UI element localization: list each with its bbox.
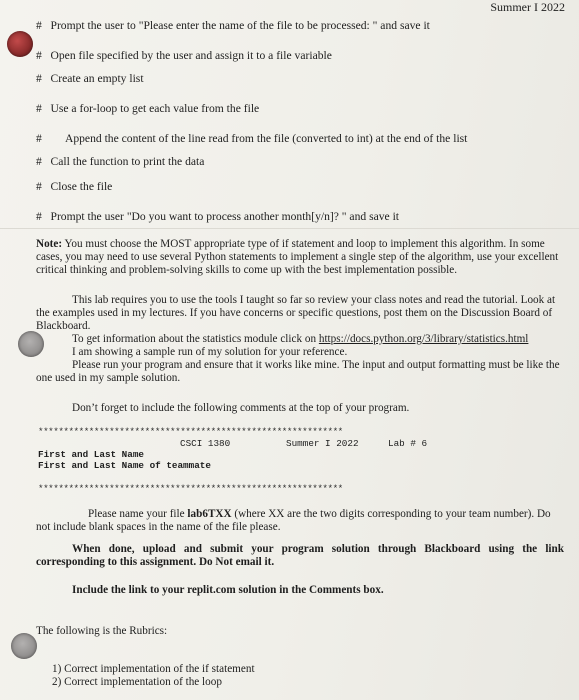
step-text: Append the content of the line read from the file (converted to int) at the end of the list [64, 132, 468, 145]
rubric-item: 1) Correct implementation of the if statement [52, 663, 255, 675]
naming-suffix: (where XX are the two digits corresponding to your team number). Do not include blank spaces in the name of the file please. [36, 508, 551, 533]
algorithm-step [36, 180, 112, 194]
naming-paragraph [36, 508, 564, 534]
stats-info-line [72, 333, 562, 346]
term-header: Summer I 2022 [490, 0, 565, 14]
binder-hole [11, 633, 37, 659]
algorithm-step [36, 102, 259, 116]
note-label: Note: [36, 238, 63, 250]
rubrics-heading: The following is the Rubrics: [36, 625, 168, 637]
naming-filename: lab6TXX [187, 508, 232, 520]
note-text: You must choose the MOST appropriate type of if statement and loop to implement this algorithm. In some cases, you may need to use several Python statements to implement a single step of the algorithm, use your excellent critical thinking and problem-solving skills to come up with the best implementation possible. [36, 238, 559, 276]
comment-course: CSCI 1380 [180, 438, 231, 449]
algorithm-step [36, 49, 332, 63]
naming-prefix: Please name your file [88, 508, 188, 520]
comment-lab: Lab # 6 [388, 438, 428, 449]
algorithm-step [36, 19, 430, 33]
comment-border-top: ************************************************************ [38, 426, 343, 437]
algorithm-step [36, 72, 144, 86]
comment-name-line: First and Last Name [38, 449, 145, 460]
step-text: Close the file [50, 180, 113, 193]
algorithm-step [36, 132, 467, 146]
comment-term: Summer I 2022 [286, 438, 359, 449]
step-text: Prompt the user "Do you want to process another month[y/n]? " and save it [50, 210, 400, 223]
stats-info-prefix: To get information about the statistics module click on [72, 333, 319, 345]
lab-intro-paragraph: This lab requires you to use the tools I taught so far so review your class notes and read the tutorial. Look at the examples used in my lectures. If you have concerns or specific questions, post them on the Discussion Board of Blackboard. [36, 294, 556, 332]
sample-run-line: I am showing a sample run of my solution for your reference. [72, 346, 348, 358]
step-marker: # [36, 49, 42, 62]
step-text: Prompt the user to "Please enter the name of the file to be processed: " and save it [50, 19, 430, 32]
step-text: Open file specified by the user and assign it to a file variable [50, 49, 332, 62]
algorithm-step [36, 155, 204, 169]
step-marker: # [36, 19, 42, 32]
submit-paragraph: When done, upload and submit your program solution through Blackboard using the link corresponding to this assignment. Do Not email it. [36, 543, 564, 568]
rubrics-list [52, 663, 255, 689]
binder-hole [18, 331, 44, 357]
binder-hole [7, 31, 33, 57]
statistics-docs-link[interactable]: https://docs.python.org/3/library/statistics.html [318, 333, 529, 345]
step-marker: # [36, 132, 42, 145]
replit-instruction: Include the link to your replit.com solution in the Comments box. [72, 584, 384, 596]
step-marker: # [36, 102, 42, 115]
run-program-paragraph: Please run your program and ensure that it works like mine. The input and output formatting must be like the one used in my sample solution. [36, 359, 560, 384]
step-marker: # [36, 210, 42, 223]
comments-instruction: Don’t forget to include the following comments at the top of your program. [72, 402, 410, 414]
step-text: Call the function to print the data [50, 155, 205, 168]
step-text: Create an empty list [50, 72, 144, 85]
paper-fold-line [0, 228, 579, 229]
step-text: Use a for-loop to get each value from the file [50, 102, 260, 115]
comment-border-bottom: ************************************************************ [38, 483, 343, 494]
step-marker: # [36, 72, 42, 85]
algorithm-step [36, 210, 399, 224]
rubric-item: 2) Correct implementation of the loop [52, 676, 222, 688]
note-paragraph [36, 238, 564, 276]
step-marker: # [36, 155, 42, 168]
step-marker: # [36, 180, 42, 193]
comment-teammate-line: First and Last Name of teammate [38, 460, 211, 471]
